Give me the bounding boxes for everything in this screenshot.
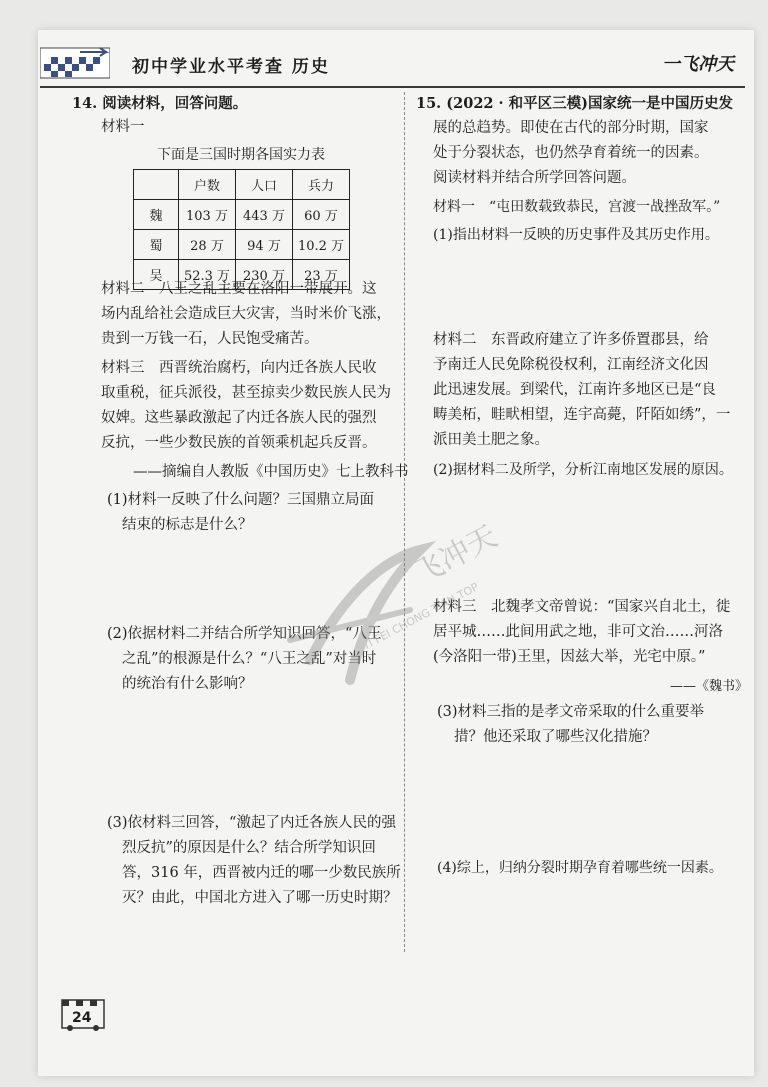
q14-material3-line: 材料三 西晋统治腐朽，向内迁各族人民收 xyxy=(101,360,377,376)
table-cell: 230 万 xyxy=(236,260,293,290)
brand-watermark xyxy=(270,510,530,710)
q14-question3-line: 烈反抗”的原因是什么？结合所学知识回 xyxy=(122,840,376,856)
q14-question1-line: (1)材料一反映了什么问题？三国鼎立局面 xyxy=(107,492,375,508)
q15-material3-line: 材料三 北魏孝文帝曾说：“国家兴自北土，徙 xyxy=(433,599,731,615)
table-cell: 10.2 万 xyxy=(293,230,350,260)
page-number: 24 xyxy=(72,1010,92,1026)
q15-intro-line: 处于分裂状态，也仍然孕育着统一的因素。 xyxy=(433,145,709,161)
q15-question3-line: (3)材料三指的是孝文帝采取的什么重要举 xyxy=(437,704,705,720)
header-checker-logo-icon xyxy=(40,46,110,80)
q15-material2-line: 材料二 东晋政府建立了许多侨置郡县，给 xyxy=(433,332,709,348)
q14-material3-line: 取重税，征兵派役，甚至掠卖少数民族人民为 xyxy=(101,385,391,401)
q15-intro-line: 阅读材料并结合所学回答问题。 xyxy=(433,170,636,186)
q15-material3-line: 居平城……此间用武之地，非可文治……河洛 xyxy=(433,624,723,640)
q15-question4: (4)综上，归纳分裂时期孕育着哪些统一因素。 xyxy=(437,860,723,876)
table-cell: 兵力 xyxy=(293,170,350,200)
table-cell: 蜀 xyxy=(134,230,179,260)
q15-intro-text: 15. (2022 · 和平区三模)国家统一是中国历史发 xyxy=(416,95,733,112)
q15-material2-line: 此迅速发展。到梁代，江南许多地区已是“良 xyxy=(433,382,716,398)
q14-question2-line: 的统治有什么影响？ xyxy=(122,676,253,692)
table-cell: 23 万 xyxy=(293,260,350,290)
q14-question3-line: 答，316 年，西晋被内迁的哪一少数民族所 xyxy=(122,865,401,881)
table-cell: 103 万 xyxy=(179,200,236,230)
q15-material1: 材料一 “屯田数载致恭民，宫渡一战挫敌军。” xyxy=(433,199,721,215)
q14-material2-line: 贵到一万钱一石，人民饱受痛苦。 xyxy=(101,331,319,347)
q14-material2-line: 材料二 八王之乱主要在洛阳一带展开。这 xyxy=(101,281,377,297)
header-title: 初中学业水平考查 历史 xyxy=(132,57,330,77)
q14-question2-line: (2)依据材料二并结合所学知识回答，“八王 xyxy=(107,626,382,642)
q14-source: ——摘编自人教版《中国历史》七上教科书 xyxy=(133,464,409,480)
three-kingdoms-table xyxy=(133,169,350,290)
page-header xyxy=(40,44,740,84)
q15-intro-line: 展的总趋势。即使在古代的部分时期，国家 xyxy=(433,120,709,136)
q14-question3-line: (3)依材料三回答，“激起了内迁各族人民的强 xyxy=(107,815,396,831)
table-cell: 户数 xyxy=(179,170,236,200)
q15-material3-source: ——《魏书》 xyxy=(670,679,749,694)
table-row xyxy=(134,200,350,230)
table-cell: 52.3 万 xyxy=(179,260,236,290)
table-cell: 吴 xyxy=(134,260,179,290)
q15-intro-line xyxy=(416,93,733,115)
table-cell: 94 万 xyxy=(236,230,293,260)
header-brand: 一飞冲天 xyxy=(662,54,734,75)
q14-question2-line: 之乱”的根源是什么？“八王之乱”对当时 xyxy=(122,651,377,667)
q14-material3-line: 奴婢。这些暴政激起了内迁各族人民的强烈 xyxy=(101,410,377,426)
table-cell: 60 万 xyxy=(293,200,350,230)
q15-question3-line: 措？他还采取了哪些汉化措施？ xyxy=(454,729,657,745)
q14-question1-line: 结束的标志是什么？ xyxy=(122,517,253,533)
table-row xyxy=(134,230,350,260)
q15-material3-line: (今洛阳一带)王里，因兹大举，光宅中原。” xyxy=(433,649,706,665)
q15-material2-line: 畴美柘，畦畎相望，连宇高薨，阡陌如绣”，一 xyxy=(433,407,731,423)
header-rule xyxy=(40,86,745,88)
table-cell: 人口 xyxy=(236,170,293,200)
watermark-latin: YI FEI CHONG TIAN TOP xyxy=(360,580,481,653)
table-cell: 28 万 xyxy=(179,230,236,260)
table-cell xyxy=(134,170,179,200)
q14-material3-line: 反抗，一些少数民族的首领乘机起兵反晋。 xyxy=(101,435,377,451)
table-cell: 魏 xyxy=(134,200,179,230)
q15-question1: (1)指出材料一反映的历史事件及其历史作用。 xyxy=(433,227,719,243)
q14-material2-line: 场内乱给社会造成巨大灾害，当时米价飞涨， xyxy=(101,306,391,322)
q14-table-caption: 下面是三国时期各国实力表 xyxy=(157,147,325,163)
table-header-row xyxy=(134,170,350,200)
watermark-text: 飞冲天 xyxy=(407,518,504,593)
q15-material2-line: 派田美土肥之象。 xyxy=(433,432,549,448)
q14-question3-line: 灭？由此，中国北方进入了哪一历史时期？ xyxy=(122,890,398,906)
q15-material2-line: 予南迁人民免除税役权利，江南经济文化因 xyxy=(433,357,709,373)
q14-material1-label: 材料一 xyxy=(101,119,145,135)
q15-question2: (2)据材料二及所学，分析江南地区发展的原因。 xyxy=(433,462,733,478)
q14-title: 14. 阅读材料，回答问题。 xyxy=(72,95,248,112)
table-cell: 443 万 xyxy=(236,200,293,230)
